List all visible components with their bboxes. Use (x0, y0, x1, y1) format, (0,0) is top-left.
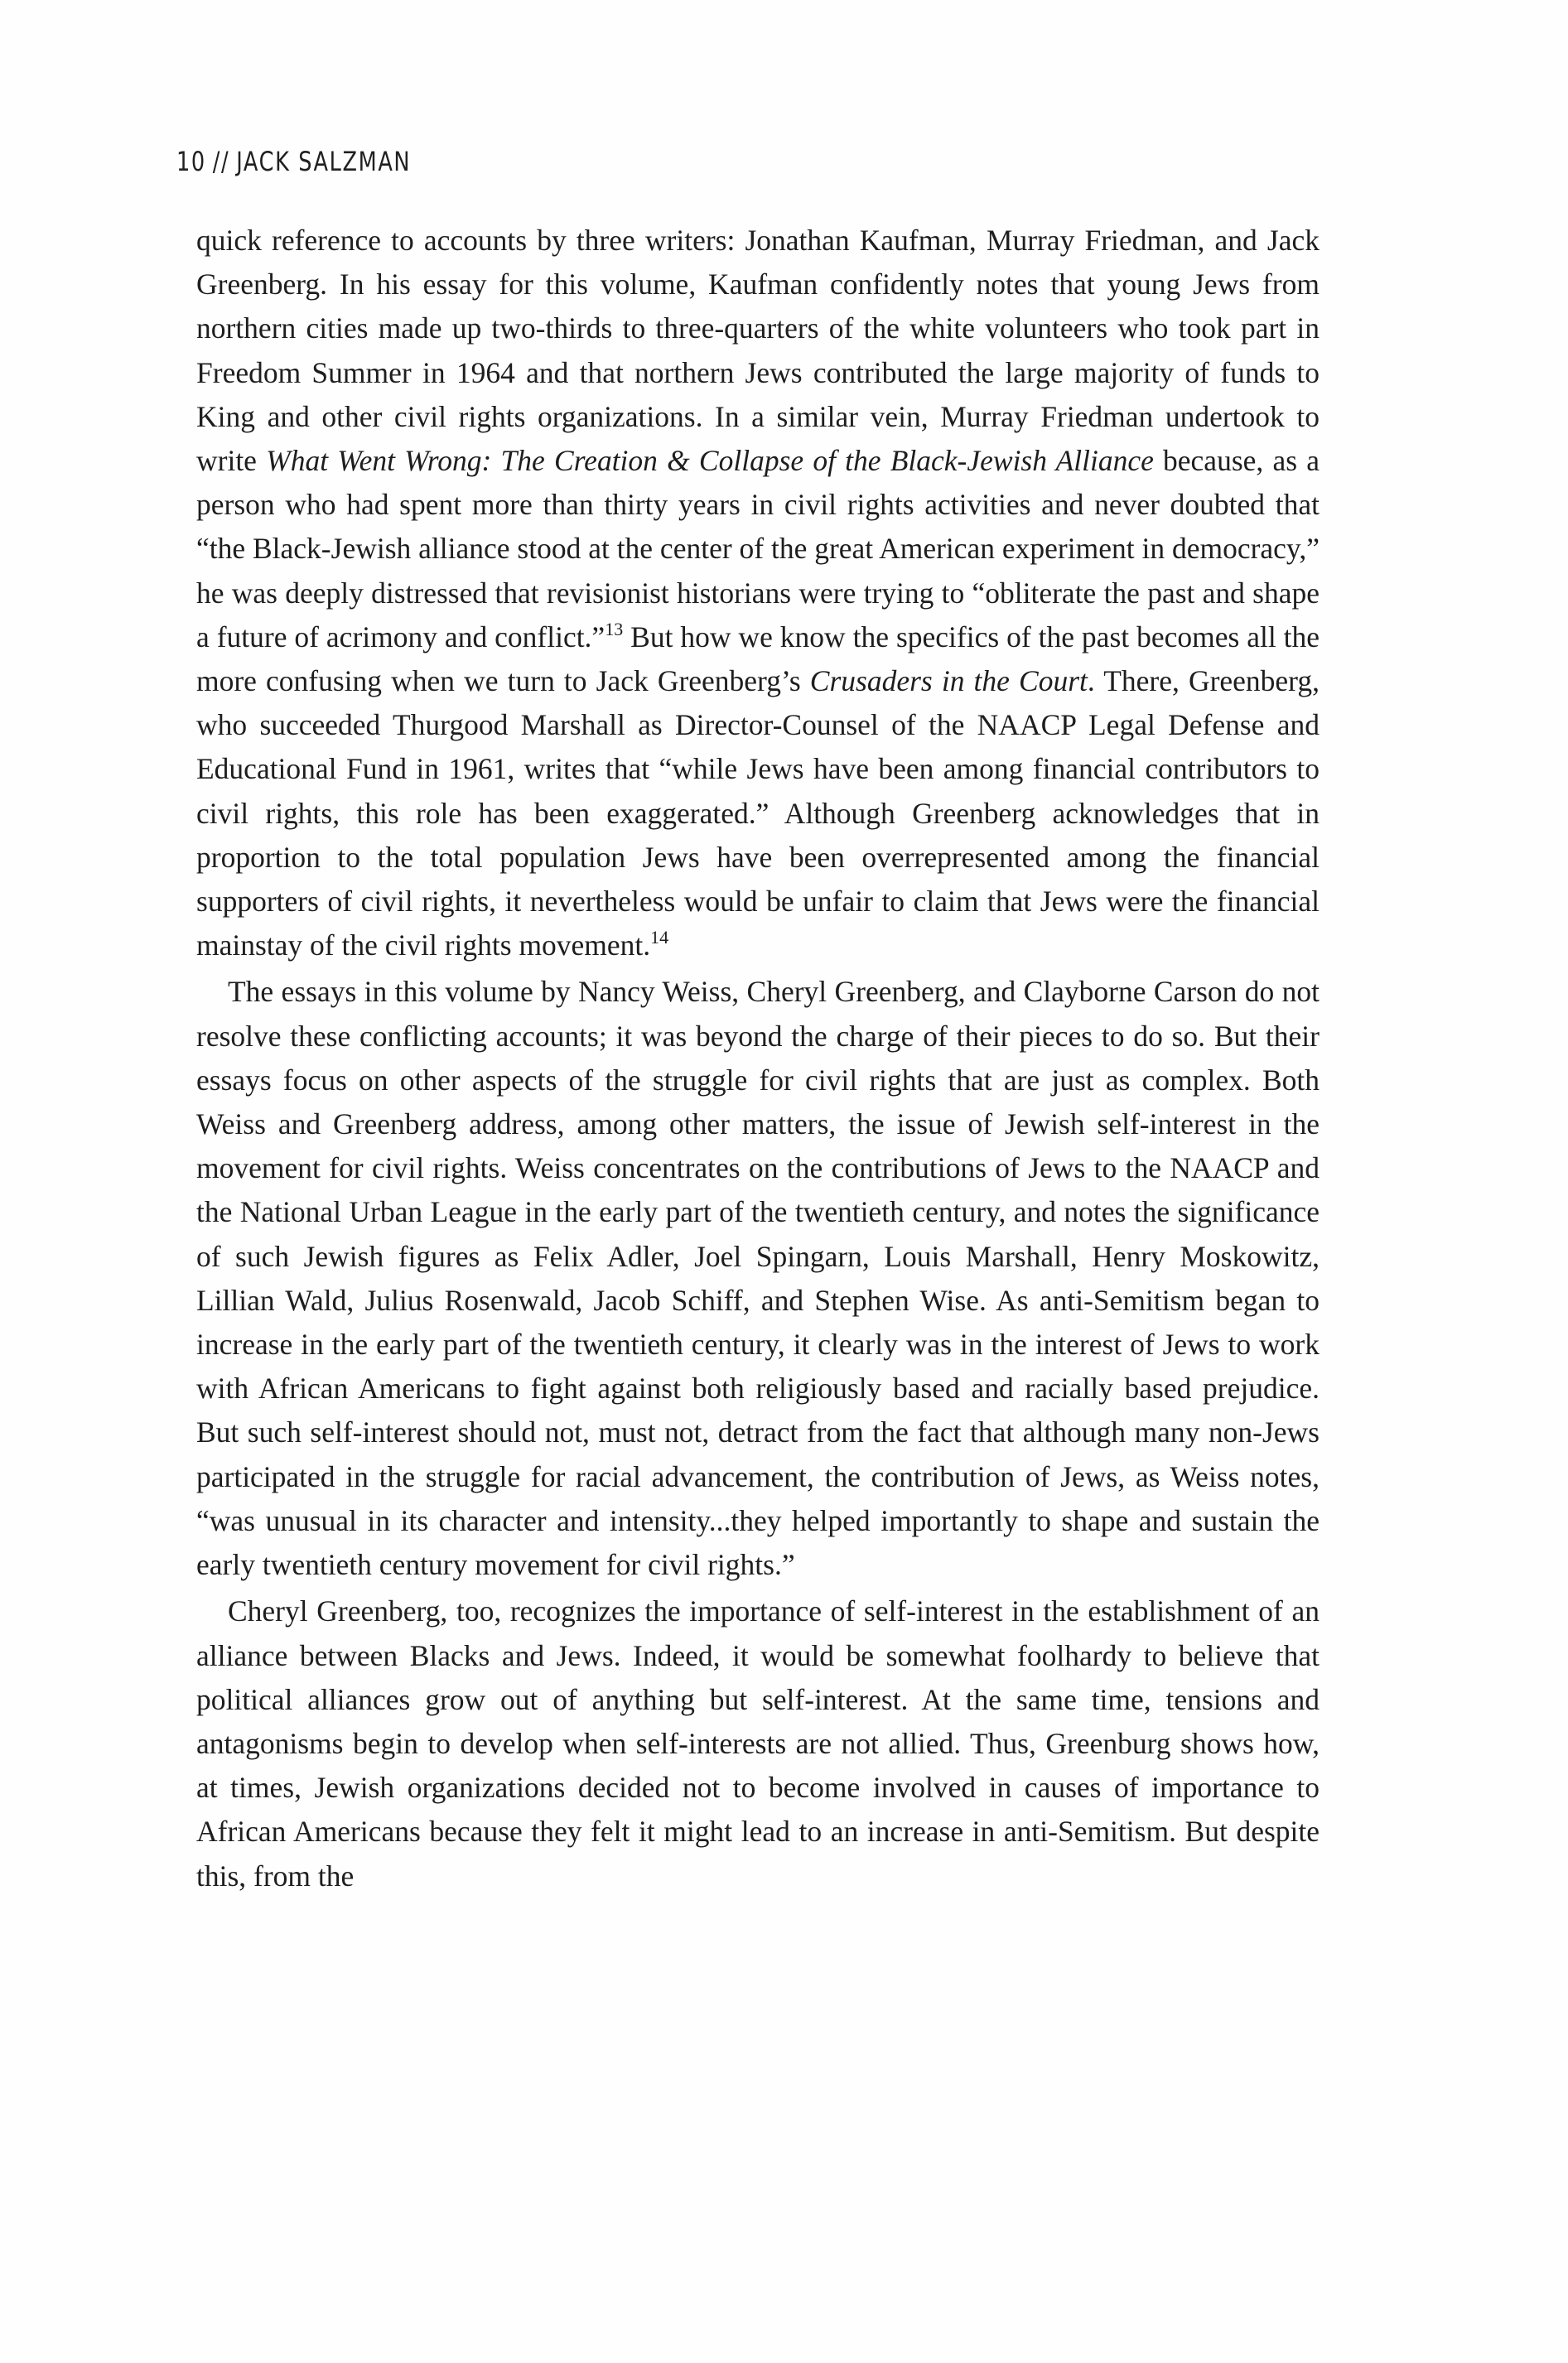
page-number: 10 (176, 146, 206, 177)
paragraph-3: Cheryl Greenberg, too, recognizes the importance of self-interest in the establishment of an alliance between Blacks and Jews. Indeed, it would be somewhat foolhardy to believe that political alliances grow out of anything but self-interest. At the same time, tensions and antagonisms begin to develop when self-interests are not allied. Thus, Greenburg shows how, at times, Jewish organizations decided not to become involved in causes of importance to African Americans because they felt it might lead to an increase in anti-Semitism. But despite this, from the (196, 1594, 1320, 1893)
paragraph-1-text-b: because, as a person who had spent more than thirty years in civil rights activities and never doubted that “the Black-Jewish alliance stood at the center of the great American experiment in democracy,” he was deeply distressed that revisionist historians were trying to “obliterate the past and shape a future of acrimony and conflict.” (196, 444, 1320, 653)
paragraph-1-text-a: quick reference to accounts by three writers: Jonathan Kaufman, Murray Friedman, and Jack Greenberg. In his essay for this volume, Kaufman confidently notes that young Jews from northern cities made up two-thirds to three-quarters of the white volunteers who took part in Freedom Summer in 1964 and that northern Jews contributed the large majority of funds to King and other civil rights organizations. In a similar vein, Murray Friedman undertook to write (196, 224, 1320, 478)
footnote-ref-13: 13 (605, 618, 624, 639)
book-title-crusaders-in-the-court: Crusaders in the Court (809, 664, 1088, 698)
paragraph-1-text-c: But how we know the specifics of the past becomes all the more confusing when we turn to Jack Greenberg’s (196, 620, 1320, 698)
paragraph-2: The essays in this volume by Nancy Weiss, Cheryl Greenberg, and Clayborne Carson do not resolve these conflicting accounts; it was beyond the charge of their pieces to do so. But their essays focus on other aspects of the struggle for civil rights that are just as complex. Both Weiss and Greenberg address, among other matters, the issue of Jewish self-interest in the movement for civil rights. Weiss concentrates on the contributions of Jews to the NAACP and the National Urban League in the early part of the twentieth century, and notes the significance of such Jewish figures as Felix Adler, Joel Spingarn, Louis Marshall, Henry Moskowitz, Lillian Wald, Julius Rosenwald, Jacob Schiff, and Stephen Wise. As anti-Semitism began to increase in the early part of the twentieth century, it clearly was in the interest of Jews to work with African Americans to fight against both religiously based and racially based prejudice. But such self-interest should not, must not, detract from the fact that although many non-Jews participated in the struggle for racial advancement, the contribution of Jews, as Weiss notes, “was unusual in its character and intensity...they helped importantly to shape and sustain the early twentieth century movement for civil rights.” (196, 975, 1320, 1582)
paragraph-1 (196, 219, 1320, 967)
running-head-author: JACK SALZMAN (236, 146, 412, 177)
body-text (196, 219, 1320, 1898)
paragraph-1-text-d: . There, Greenberg, who succeeded Thurgood Marshall as Director-Counsel of the NAACP Legal Defense and Educational Fund in 1961, writes that “while Jews have been among financial contributors to civil rights, this role has been exaggerated.” Although Greenberg acknowledges that in proportion to the total population Jews have been overrepresented among the financial supporters of civil rights, it nevertheless would be unfair to claim that Jews were the financial mainstay of the civil rights movement. (196, 664, 1320, 962)
footnote-ref-14: 14 (650, 927, 669, 948)
book-title-what-went-wrong: What Went Wrong: The Creation & Collapse of the Black-Jewish Alliance (266, 444, 1154, 478)
header-separator: // (212, 146, 230, 177)
running-head (176, 146, 411, 177)
